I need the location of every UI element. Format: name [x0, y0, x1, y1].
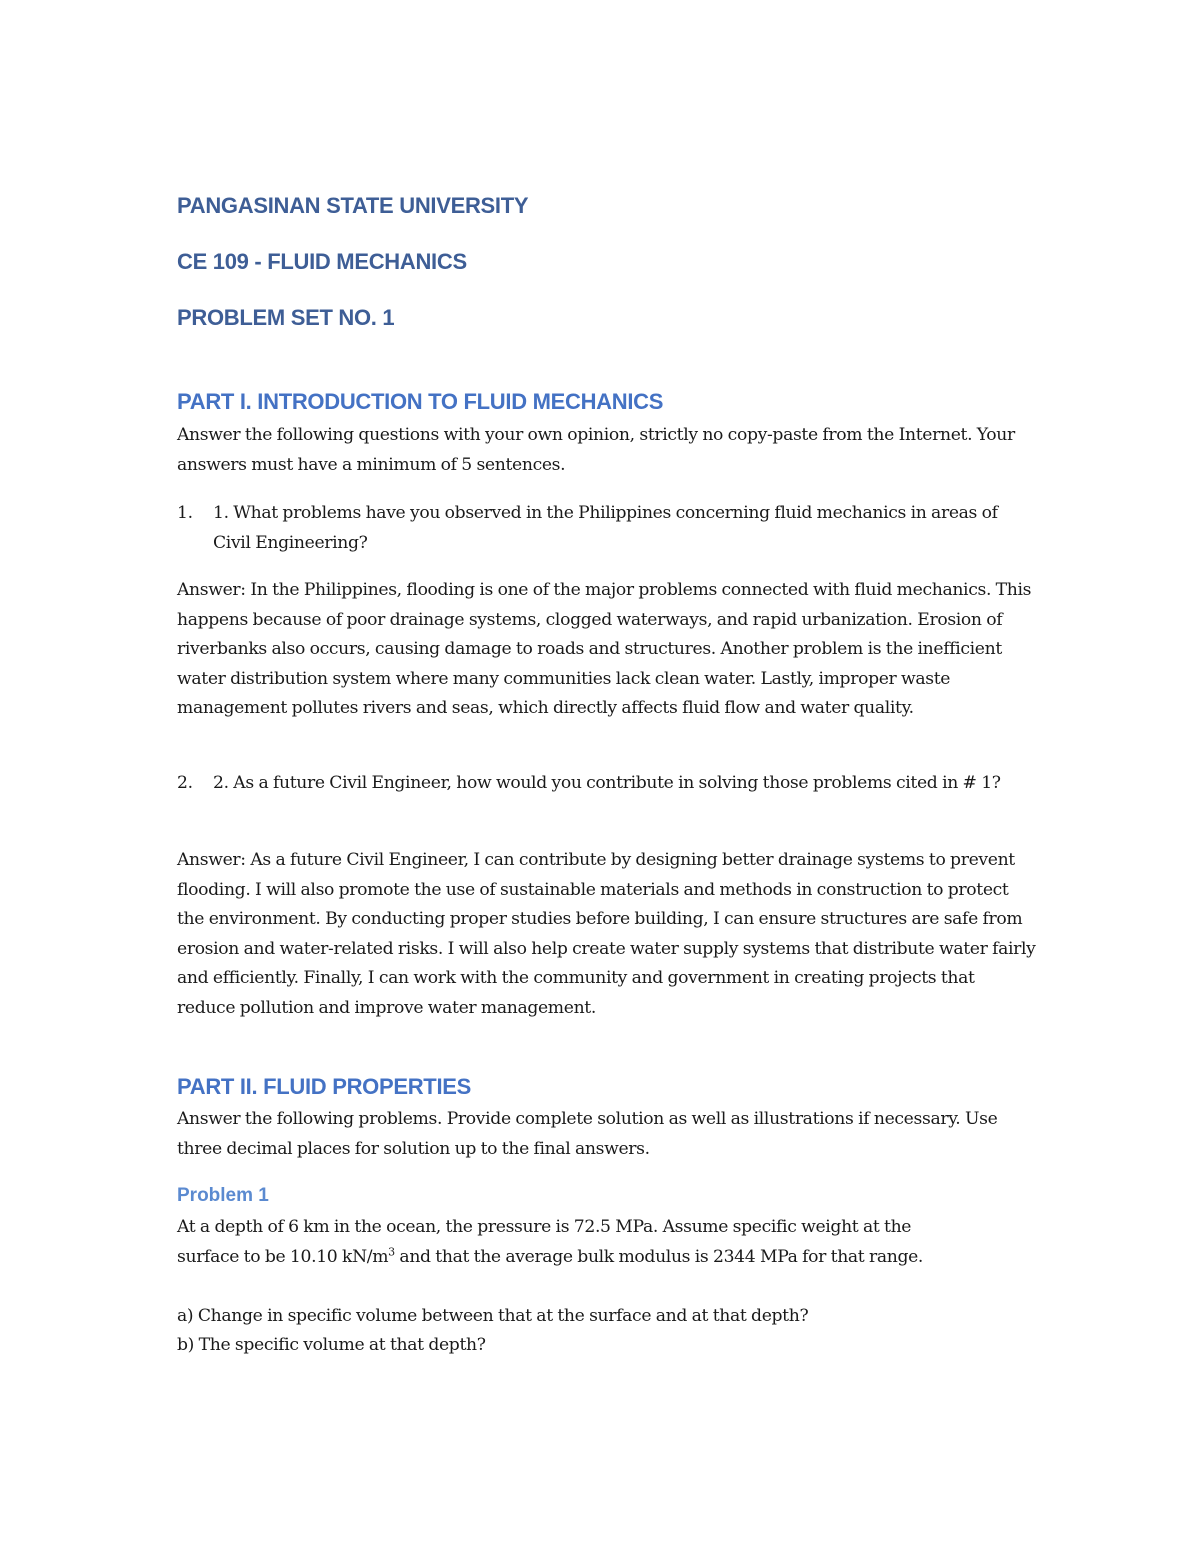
question-1 [177, 499, 1037, 558]
problem-1-title: Problem 1 [177, 1185, 269, 1206]
answer-2: Answer: As a future Civil Engineer, I can contribute by designing better drainage systems to prevent flooding. I will also promote the use of sustainable materials and methods in construction to protect the environment. By conducting proper studies before building, I can ensure structures are safe from erosion and water-related risks. I will also help create water supply systems that distribute water fairly and efficiently. Finally, I can work with the community and government in creating projects that reduce pollution and improve water management. [177, 850, 1036, 1018]
problem-1-item-a: a) Change in specific volume between that at the surface and at that depth? [177, 1306, 809, 1326]
problem-set-title: PROBLEM SET NO. 1 [177, 305, 395, 330]
problem-1-line1: At a depth of 6 km in the ocean, the pressure is 72.5 MPa. Assume specific weight at the [177, 1217, 912, 1237]
part1-instructions: Answer the following questions with your own opinion, strictly no copy-paste from the Internet. Your answers must have a minimum of 5 sentences. [177, 425, 1015, 475]
superscript-exponent: 3 [388, 1245, 395, 1259]
question-1-number: 1. [177, 503, 193, 523]
part2-title: PART II. FLUID PROPERTIES [177, 1074, 472, 1099]
course-title: CE 109 - FLUID MECHANICS [177, 249, 467, 274]
problem-1-line2-end: and that the average bulk modulus is 2344 MPa for that range. [394, 1247, 924, 1267]
problem-1-line2-start: surface to be 10.10 kN/m [177, 1247, 389, 1267]
question-2-number: 2. [177, 773, 193, 793]
answer-1: Answer: In the Philippines, flooding is one of the major problems connected with fluid mechanics. This happens because of poor drainage systems, clogged waterways, and rapid urbanization. Erosion of riverbanks also occurs, causing damage to roads and structures. Another problem is the inefficient water distribution system where many communities lack clean water. Lastly, improper waste management pollutes rivers and seas, which directly affects fluid flow and water quality. [177, 580, 1032, 718]
part2-instructions: Answer the following problems. Provide complete solution as well as illustrations if necessary. Use three decimal places for solution up to the final answers. [177, 1109, 998, 1159]
question-1-text: 1. What problems have you observed in the Philippines concerning fluid mechanics in areas of Civil Engineering? [213, 503, 998, 553]
problem-1-item-b: b) The specific volume at that depth? [177, 1335, 486, 1355]
question-2-text: 2. As a future Civil Engineer, how would you contribute in solving those problems cited in # 1? [213, 773, 1001, 793]
part1-title: PART I. INTRODUCTION TO FLUID MECHANICS [177, 389, 664, 414]
problem-1-line2 [177, 1243, 923, 1273]
question-2 [177, 769, 1037, 799]
university-name: PANGASINAN STATE UNIVERSITY [177, 193, 529, 218]
